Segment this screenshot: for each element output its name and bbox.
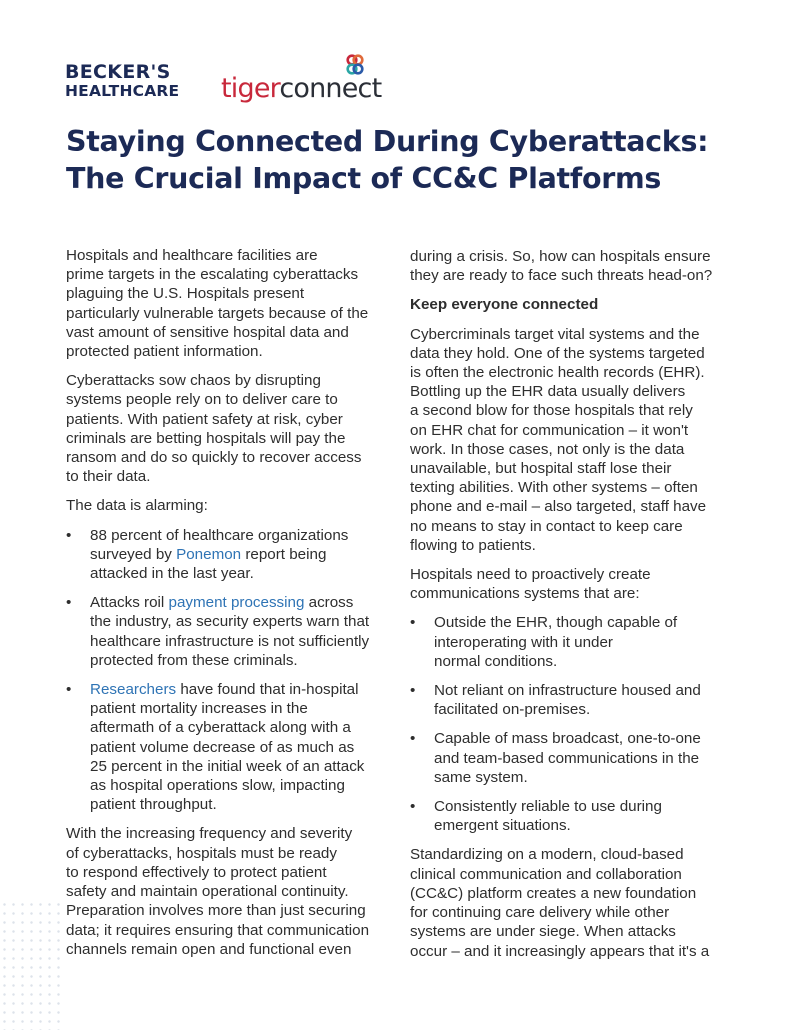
crisis-paragraph	[410, 247, 740, 285]
text-line: • Outside the EHR, though capable of	[434, 614, 678, 632]
text-line: healthcare infrastructure is not sufficiently	[90, 632, 370, 650]
tigerconnect-logo	[221, 74, 381, 104]
list-item	[410, 729, 740, 787]
text-line: on EHR chat for communication – it won't	[410, 421, 689, 439]
text-line: systems people rely on to deliver care to	[66, 391, 338, 409]
text-line: of cyberattacks, hospitals must be ready	[66, 844, 337, 862]
payment-processing-link[interactable]: payment processing	[168, 594, 305, 612]
text-line: safety and maintain operational continuity.	[66, 883, 349, 901]
requirements-list	[410, 613, 740, 835]
text-line: patient throughput.	[90, 796, 217, 814]
text-line: unavailable, but hospital staff lose their	[410, 460, 672, 478]
tigerconnect-logo-connect: connect	[279, 73, 382, 104]
text-line: during a crisis. So, how can hospitals ensure	[410, 248, 711, 265]
tigerconnect-logo-tiger: tiger	[221, 73, 280, 104]
text-line: • Not reliant on infrastructure housed and	[434, 682, 701, 700]
text-line: texting abilities. With other systems – often	[410, 479, 698, 497]
text-run: have found that in-hospital	[176, 681, 359, 699]
text-line: data they hold. One of the systems targeted	[410, 344, 705, 362]
text-line: no means to stay in contact to keep care	[410, 517, 683, 535]
beckers-logo-line2: HEALTHCARE	[65, 82, 180, 100]
text-line: occur – and it increasingly appears that it's a	[410, 942, 710, 960]
text-line	[90, 680, 398, 699]
title-line: Staying Connected During Cyberattacks:	[66, 125, 709, 158]
text-line: protected patient information.	[66, 343, 263, 361]
ponemon-link[interactable]: Ponemon	[176, 545, 242, 563]
text-line: patient volume decrease of as much as	[90, 738, 355, 756]
page-header	[65, 54, 385, 104]
text-line: patients. With patient safety at risk, cyber	[66, 410, 343, 428]
text-run: Attacks roil	[90, 594, 169, 612]
text-line: interoperating with it under	[434, 633, 613, 651]
text-line: Bottling up the EHR data usually delivers	[410, 383, 686, 401]
text-line: plaguing the U.S. Hospitals present	[66, 285, 305, 303]
text-line: for continuing care delivery while other	[410, 904, 670, 922]
text-line: the industry, as security experts warn that	[90, 613, 370, 631]
statistics-list	[66, 526, 398, 815]
text-line: Preparation involves more than just securing	[66, 902, 366, 920]
intro-paragraph	[66, 246, 398, 361]
beckers-healthcare-logo	[65, 63, 179, 101]
text-line: protected from these criminals.	[90, 651, 298, 669]
text-line	[90, 545, 398, 564]
cybercriminals-paragraph	[410, 325, 740, 555]
tigerconnect-mark-icon	[343, 54, 367, 76]
text-line: prime targets in the escalating cyberattacks	[66, 266, 359, 284]
text-run: across	[304, 594, 354, 612]
text-line: aftermath of a cyberattack along with a	[90, 719, 351, 737]
text-line: same system.	[434, 768, 528, 786]
title-line: The Crucial Impact of CC&C Platforms	[66, 162, 662, 195]
text-line: Standardizing on a modern, cloud-based	[410, 846, 684, 864]
text-line: facilitated on-premises.	[434, 701, 591, 719]
text-run: report being	[241, 545, 327, 563]
text-line: a second blow for those hospitals that rely	[410, 402, 693, 420]
researchers-link[interactable]: Researchers	[90, 681, 177, 699]
text-line: to respond effectively to protect patient	[66, 863, 327, 881]
proactive-paragraph	[410, 565, 740, 603]
text-line: phone and e-mail – also targeted, staff have	[410, 498, 707, 516]
text-line: normal conditions.	[434, 652, 558, 670]
text-line: communications systems that are:	[410, 585, 640, 603]
standardizing-paragraph	[410, 845, 740, 960]
section-heading: Keep everyone connected	[410, 296, 599, 314]
list-item	[66, 680, 398, 814]
list-item	[410, 681, 740, 719]
text-line: data; it requires ensuring that communication	[66, 921, 370, 939]
text-line: they are ready to face such threats head-on?	[410, 267, 713, 285]
text-line: emergent situations.	[434, 817, 571, 835]
text-line: Cybercriminals target vital systems and the	[410, 325, 700, 343]
text-line: criminals are betting hospitals will pay the	[66, 429, 346, 447]
list-item	[66, 593, 398, 670]
text-line: work. In those cases, not only is the data	[410, 440, 685, 458]
data-alarming-paragraph: The data is alarming:	[66, 497, 208, 515]
text-line: and team-based communications in the	[434, 749, 700, 767]
text-line: • Capable of mass broadcast, one-to-one	[434, 730, 701, 748]
cyberattacks-paragraph	[66, 371, 398, 486]
text-line: (CC&C) platform creates a new foundation	[410, 884, 697, 902]
left-column	[66, 246, 398, 969]
text-run: surveyed by	[90, 545, 177, 563]
text-line: clinical communication and collaboration	[410, 865, 682, 883]
text-line: Cyberattacks sow chaos by disrupting	[66, 372, 321, 390]
preparation-paragraph	[66, 824, 398, 958]
text-line: to their data.	[66, 468, 151, 486]
text-line: patient mortality increases in the	[90, 700, 308, 718]
list-item	[410, 797, 740, 835]
text-line	[90, 593, 398, 612]
text-line: With the increasing frequency and severity	[66, 825, 353, 843]
text-line: Hospitals and healthcare facilities are	[66, 247, 318, 264]
list-item	[410, 613, 740, 671]
text-line: attacked in the last year.	[90, 565, 254, 583]
text-line: channels remain open and functional even	[66, 940, 352, 958]
page-title	[66, 123, 746, 197]
text-line: as hospital operations slow, impacting	[90, 777, 345, 795]
text-line: 25 percent in the initial week of an attack	[90, 757, 365, 775]
text-line: vast amount of sensitive hospital data and	[66, 323, 349, 341]
text-line: Hospitals need to proactively create	[410, 566, 651, 584]
text-line: • 88 percent of healthcare organizations	[90, 526, 349, 544]
right-column	[410, 247, 740, 971]
text-line: • Consistently reliable to use during	[434, 798, 662, 816]
text-line: particularly vulnerable targets because of the	[66, 304, 369, 322]
text-line: flowing to patients.	[410, 536, 536, 554]
text-line: ransom and do so quickly to recover access	[66, 449, 362, 467]
decorative-dot-pattern	[0, 900, 60, 1030]
text-line: systems are under siege. When attacks	[410, 923, 676, 941]
list-item	[66, 526, 398, 584]
text-line: is often the electronic health records (EHR).	[410, 364, 705, 382]
beckers-logo-line1: BECKER'S	[65, 61, 171, 83]
